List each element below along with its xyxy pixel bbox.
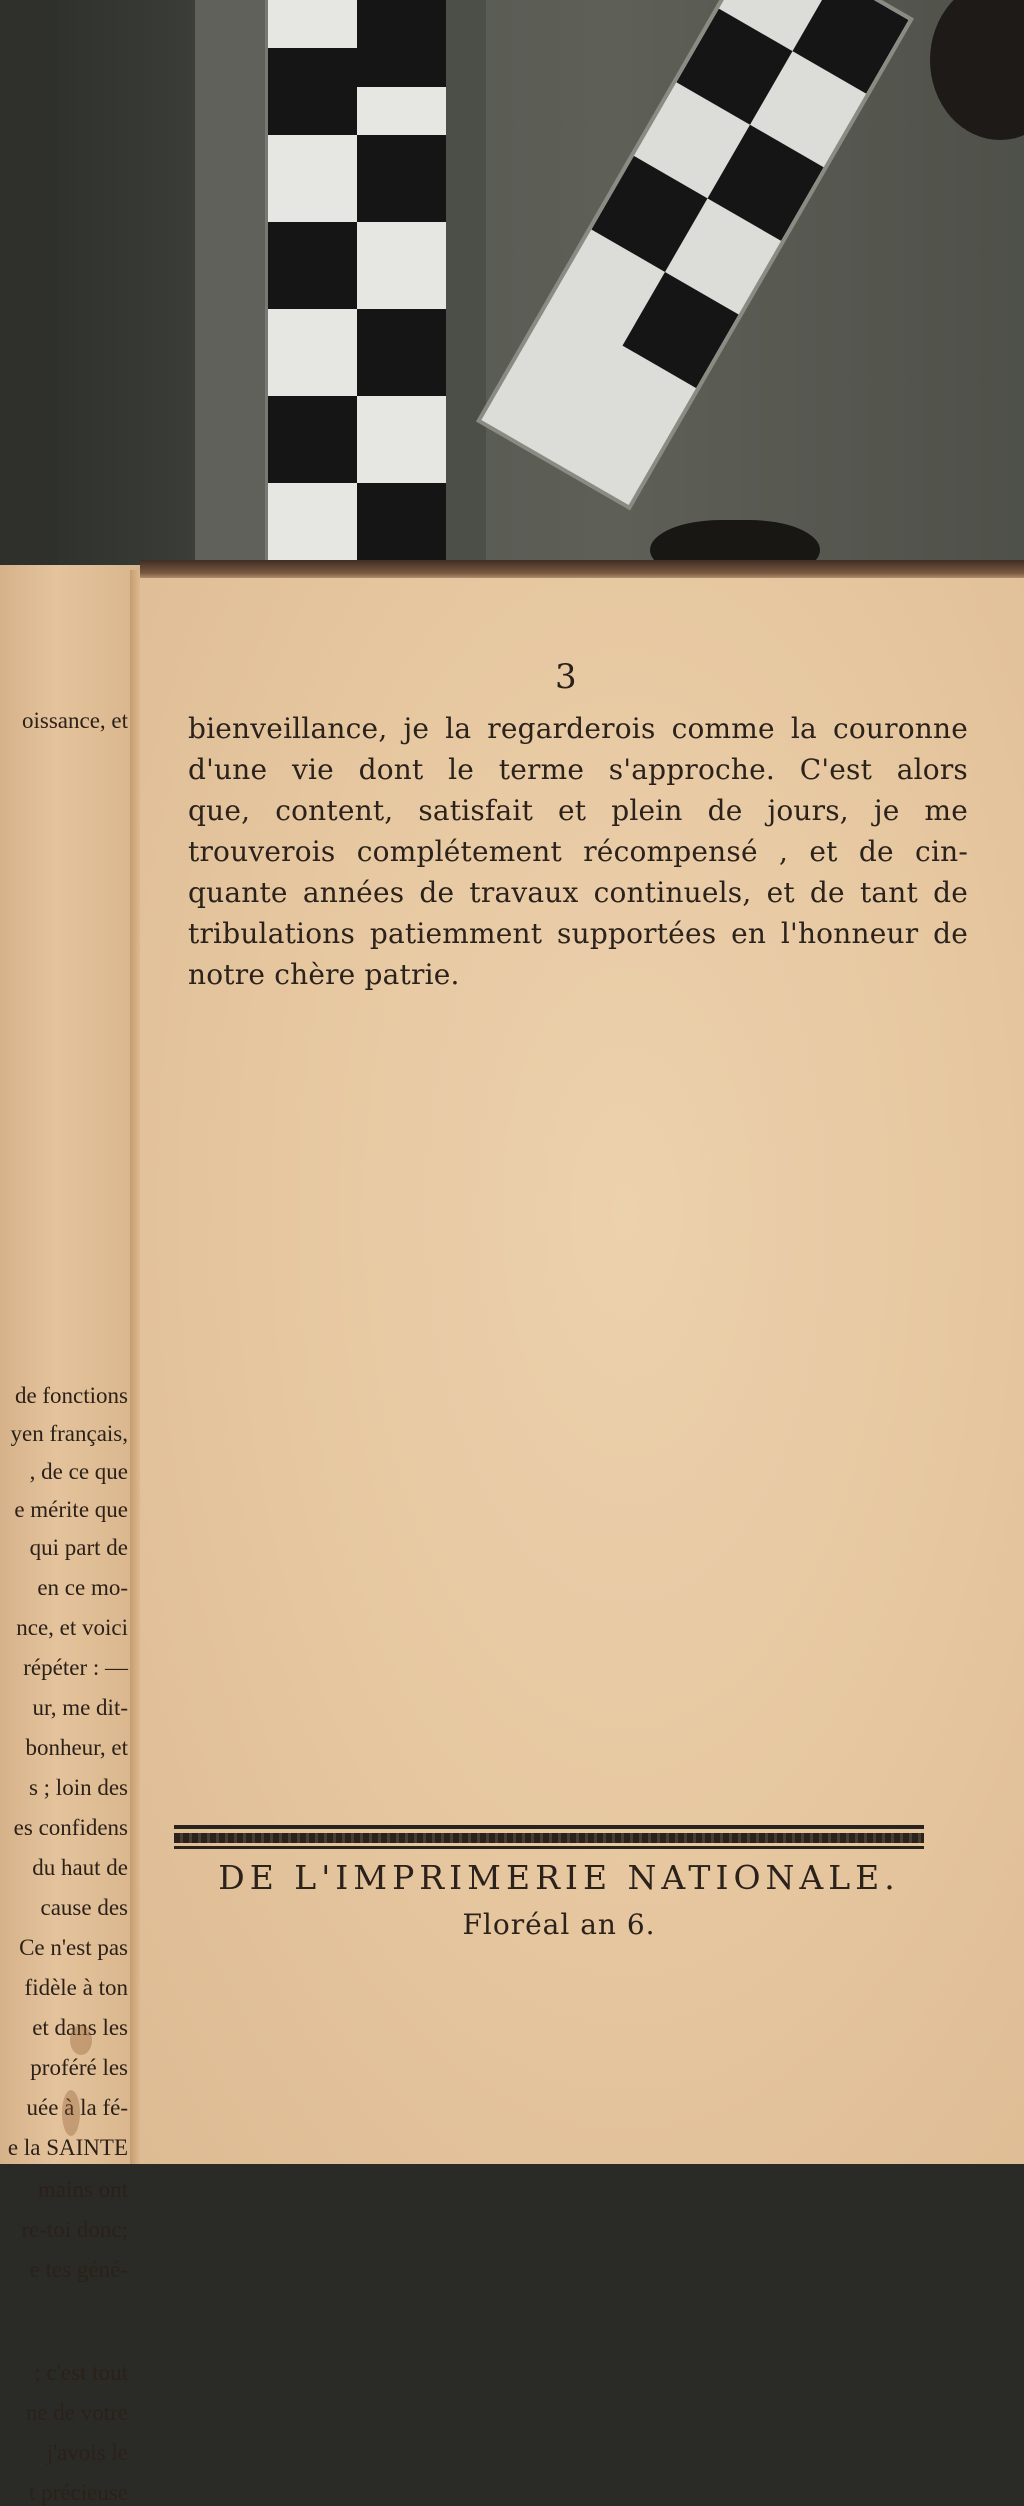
dark-hole: [930, 0, 1024, 140]
text-line: trouverois complétement récompensé , et de cin-: [188, 835, 968, 868]
ruler-square: [793, 0, 909, 94]
imprint-line: DE L'IMPRIMERIE NATIONALE.: [218, 1858, 900, 1897]
ornamental-rule: [174, 1825, 924, 1829]
paper-stain: [70, 2025, 92, 2055]
ruler-square: [357, 0, 446, 87]
text-line: tribulations patiemment supportées en l'honneur de: [188, 917, 968, 950]
ruler-stand: [195, 0, 270, 578]
left-text-line: de fonctions: [14, 1383, 128, 1408]
vertical-scale-ruler: [268, 0, 446, 560]
left-text-line: et dans les: [32, 2015, 128, 2040]
diagonal-scale-ruler: [481, 0, 908, 505]
left-text-line: du haut de: [32, 1855, 128, 1880]
ruler-square: [591, 156, 707, 272]
left-text-line: re-toi donc;: [21, 2217, 128, 2242]
left-text-line: s ; loin des: [28, 1775, 128, 1800]
page-number: 3: [555, 657, 577, 697]
left-text-line: proféré les: [30, 2055, 128, 2080]
left-text-line: , de ce que: [29, 1459, 128, 1484]
ruler-square: [357, 483, 446, 560]
left-text-line: e mérite que: [14, 1497, 128, 1522]
ruler-square: [268, 48, 357, 135]
left-text-line: Ce n'est pas: [19, 1935, 128, 1960]
ruler-square: [357, 309, 446, 396]
dark-frame-left: [0, 0, 58, 578]
left-text-line: cause des: [40, 1895, 128, 1920]
photo-background: [0, 0, 1024, 578]
left-text-line: j'avois le: [46, 2440, 128, 2465]
text-line: bienveillance, je la regarderois comme la couronne: [188, 712, 968, 745]
text-line: quante années de travaux continuels, et de tant de: [188, 876, 968, 909]
left-text-line: yen français,: [10, 1421, 128, 1446]
left-text-line: mains ont: [37, 2177, 128, 2202]
left-page: [0, 565, 140, 2505]
text-line: d'une vie dont le terme s'approche. C'est alors: [188, 753, 968, 786]
imprint-date: Floréal an 6.: [462, 1908, 656, 1941]
body-paragraph: [188, 708, 968, 995]
ornamental-rule: [174, 1846, 924, 1849]
paper-stain: [62, 2090, 80, 2136]
left-text-line: uée à la fé-: [26, 2095, 128, 2120]
left-text-line: e tes géné-: [29, 2257, 128, 2282]
ruler-square: [357, 135, 446, 222]
left-text-line: répéter : —: [23, 1655, 128, 1680]
left-text-line: ; c'est tout: [34, 2360, 128, 2385]
left-text-line: qui part de: [29, 1535, 128, 1560]
ruler-square: [268, 396, 357, 483]
left-text-line: e la SAINTE: [7, 2135, 128, 2160]
left-text-line: en ce mo-: [37, 1575, 128, 1600]
left-text-line: ur, me dit-: [32, 1695, 128, 1720]
text-line: que, content, satisfait et plein de jours, je me: [188, 794, 968, 827]
left-text-line: es confidens: [13, 1815, 128, 1840]
left-text-line: bonheur, et: [25, 1735, 128, 1760]
ornamental-rule: [174, 1833, 924, 1843]
ruler-stand-right: [446, 0, 486, 578]
left-text-line: fidèle à ton: [24, 1975, 128, 2000]
ruler-square: [623, 272, 739, 388]
left-text-line: t précieuse: [29, 2480, 128, 2505]
text-line: notre chère patrie.: [188, 958, 460, 991]
left-text-line: ne de votre: [25, 2400, 128, 2425]
left-text-line: nce, et voici: [16, 1615, 128, 1640]
left-text-line: oissance, et: [21, 708, 128, 733]
ruler-square: [268, 222, 357, 309]
ruler-square: [708, 125, 824, 241]
ruler-square: [676, 9, 792, 125]
